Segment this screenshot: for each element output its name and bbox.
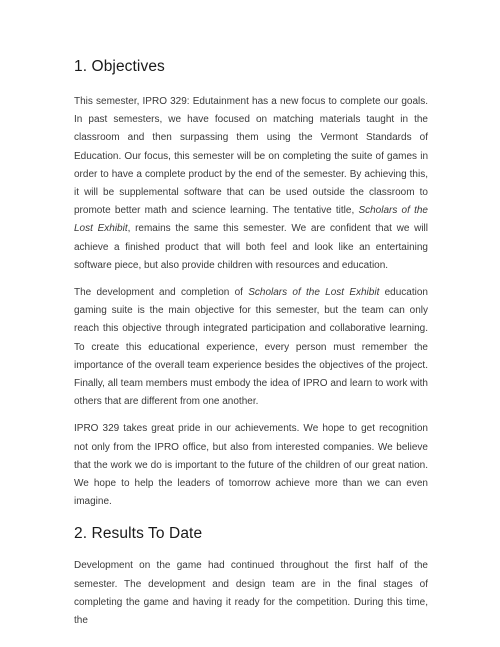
paragraph-text: The development and completion of	[74, 287, 249, 299]
page-content	[74, 56, 428, 630]
paragraph-results-development: Development on the game had continued throughout the first half of the semester. The development and design team are in the final stages of completing the game and having it ready for the competition. During this time, the	[74, 560, 428, 627]
game-title-italic: Scholars of the Lost Exhibit	[74, 205, 428, 235]
paragraph-objectives-pride: IPRO 329 takes great pride in our achievements. We hope to get recognition not only from the IPRO office, but also from interested companies. We believe that the work we do is important to the future of the children of our great nation. We hope to help the leaders of tomorrow achieve more than we can even imagine.	[74, 423, 428, 508]
paragraph-text: This semester, IPRO 329: Edutainment has a new focus to complete our goals. In past semesters, we have focused on matching materials taught in the classroom and then surpassing them using the Vermont Standards of Education. Our focus, this semester will be on completing the suite of games in order to have a complete product by the end of the semester. By achieving this, it will be supplemental software that can be used outside the classroom to promote better math and science learning. The tentative title,	[74, 96, 428, 217]
paragraph-objectives-focus	[74, 93, 428, 275]
paragraph-text: , remains the same this semester. We are confident that we will achieve a finished product that will both feel and look like an entertaining software piece, but also provide children with resources and education.	[74, 223, 428, 271]
section-heading-results: 2. Results To Date	[74, 525, 203, 543]
section-heading-objectives: 1. Objectives	[74, 58, 165, 75]
paragraph-objectives-development	[74, 284, 428, 411]
game-title-italic: Scholars of the Lost Exhibit	[248, 287, 380, 299]
paragraph-text: education gaming suite is the main objective for this semester, but the team can only reach this objective through integrated participation and collaborative learning. To create this educational experience, every person must remember the importance of the overall team experience besides the objectives of the project. Finally, all team members must embody the idea of IPRO and learn to work with others that are different from one another.	[74, 287, 428, 408]
